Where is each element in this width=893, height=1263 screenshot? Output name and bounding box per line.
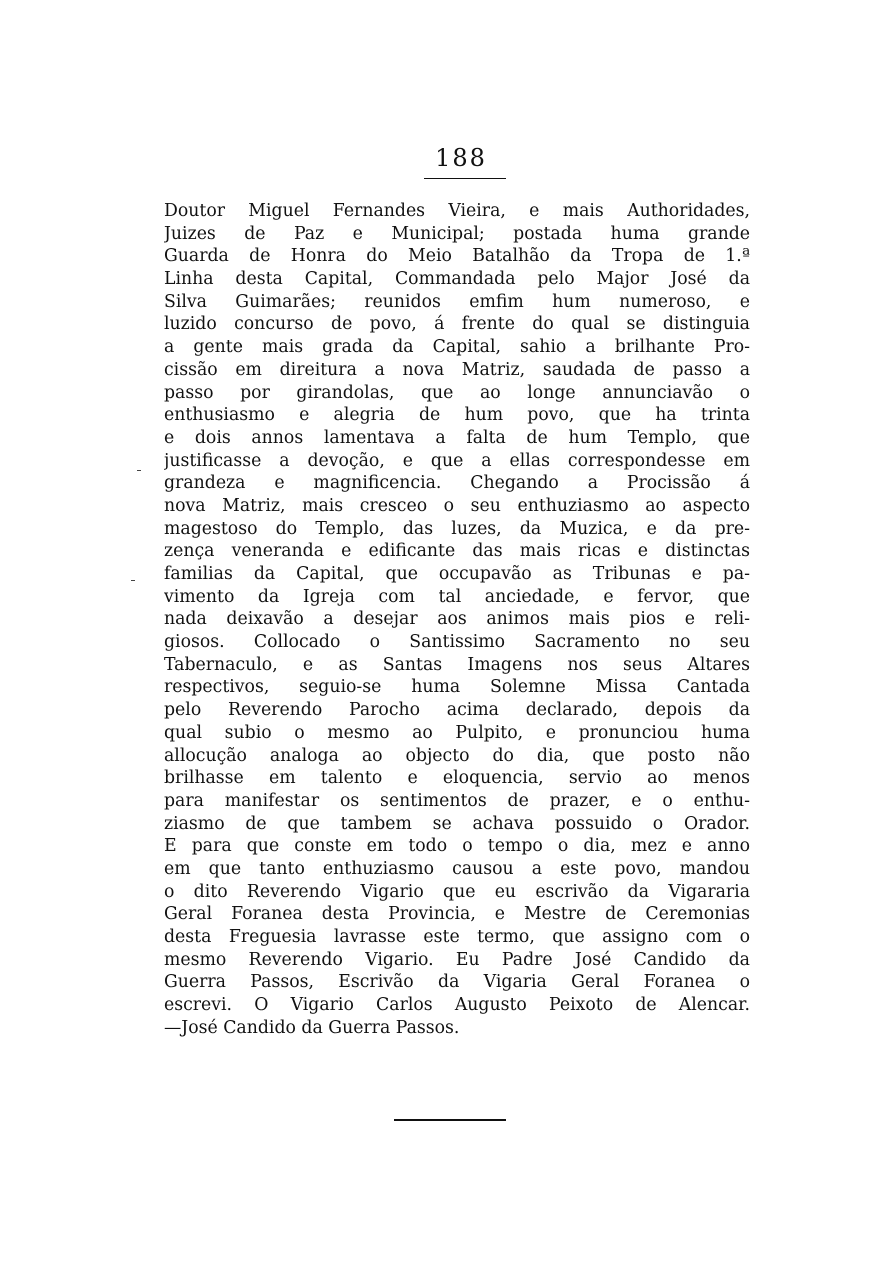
page-number: 188 bbox=[435, 144, 487, 172]
text-line: desta Freguesia lavrasse este termo, que assigno com o bbox=[164, 927, 750, 947]
text-line: familias da Capital, que occupavão as Tribunas e pa- bbox=[164, 564, 750, 584]
margin-mark bbox=[137, 470, 141, 471]
text-line: Tabernaculo, e as Santas Imagens nos seus Altares bbox=[164, 654, 750, 675]
text-line: cissão em direitura a nova Matriz, saudada de passo a bbox=[164, 359, 750, 380]
closing-rule bbox=[394, 1119, 506, 1121]
text-line: Guarda de Honra do Meio Batalhão da Tropa de 1.ª bbox=[164, 246, 750, 267]
text-line: mesmo Reverendo Vigario. Eu Padre José Candido da bbox=[164, 949, 750, 970]
text-line-final: —José Candido da Guerra Passos. bbox=[164, 1017, 460, 1038]
text-line: justificasse a devoção, e que a ellas correspondesse em bbox=[164, 450, 750, 471]
text-line: passo por girandolas, que ao longe annunciavão o bbox=[164, 382, 750, 403]
page-number-underline bbox=[424, 178, 506, 179]
text-line: pelo Reverendo Parocho acima declarado, depois da bbox=[164, 700, 750, 721]
body-text bbox=[164, 200, 750, 1039]
text-line: luzido concurso de povo, á frente do qual se distinguia bbox=[164, 314, 750, 335]
text-line: Doutor Miguel Fernandes Vieira, e mais Authoridades, bbox=[164, 201, 750, 221]
text-line: Linha desta Capital, Commandada pelo Major José da bbox=[164, 269, 750, 290]
text-line: zença veneranda e edificante das mais ricas e distinctas bbox=[164, 541, 750, 562]
text-line: allocução analoga ao objecto do dia, que posto não bbox=[164, 745, 750, 766]
text-line: Juizes de Paz e Municipal; postada huma grande bbox=[164, 223, 750, 244]
text-line: ziasmo de que tambem se achava possuido o Orador. bbox=[164, 813, 750, 834]
text-line: escrevi. O Vigario Carlos Augusto Peixoto de Alencar. bbox=[164, 995, 750, 1016]
text-line: E para que conste em todo o tempo o dia, mez e anno bbox=[164, 836, 750, 857]
text-line: Geral Foranea desta Provincia, e Mestre de Ceremonias bbox=[164, 904, 750, 925]
text-line: Silva Guimarães; reunidos emfim hum numeroso, e bbox=[164, 291, 750, 312]
text-line: em que tanto enthuziasmo causou a este povo, mandou bbox=[164, 858, 750, 879]
text-line: enthusiasmo e alegria de hum povo, que ha trinta bbox=[164, 405, 750, 426]
text-line: o dito Reverendo Vigario que eu escrivão da Vigararia bbox=[164, 881, 750, 902]
text-line: magestoso do Templo, das luzes, da Muzica, e da pre- bbox=[164, 518, 750, 539]
text-line: nova Matriz, mais cresceo o seu enthuziasmo ao aspecto bbox=[164, 495, 750, 516]
margin-mark bbox=[131, 580, 135, 581]
text-line: qual subio o mesmo ao Pulpito, e pronunciou huma bbox=[164, 722, 750, 743]
text-line: brilhasse em talento e eloquencia, servio ao menos bbox=[164, 768, 750, 789]
text-line: a gente mais grada da Capital, sahio a brilhante Pro- bbox=[164, 337, 750, 358]
text-line: e dois annos lamentava a falta de hum Templo, que bbox=[164, 427, 750, 448]
text-line: grandeza e magnificencia. Chegando a Procissão á bbox=[164, 473, 750, 494]
text-line: giosos. Collocado o Santissimo Sacramento no seu bbox=[164, 632, 750, 653]
text-line: nada deixavão a desejar aos animos mais pios e reli- bbox=[164, 609, 750, 630]
text-line: para manifestar os sentimentos de prazer, e o enthu- bbox=[164, 790, 750, 811]
text-line: respectivos, seguio-se huma Solemne Missa Cantada bbox=[164, 677, 750, 698]
text-line: Guerra Passos, Escrivão da Vigaria Geral Foranea o bbox=[164, 972, 750, 993]
text-line: vimento da Igreja com tal anciedade, e fervor, que bbox=[164, 586, 750, 607]
